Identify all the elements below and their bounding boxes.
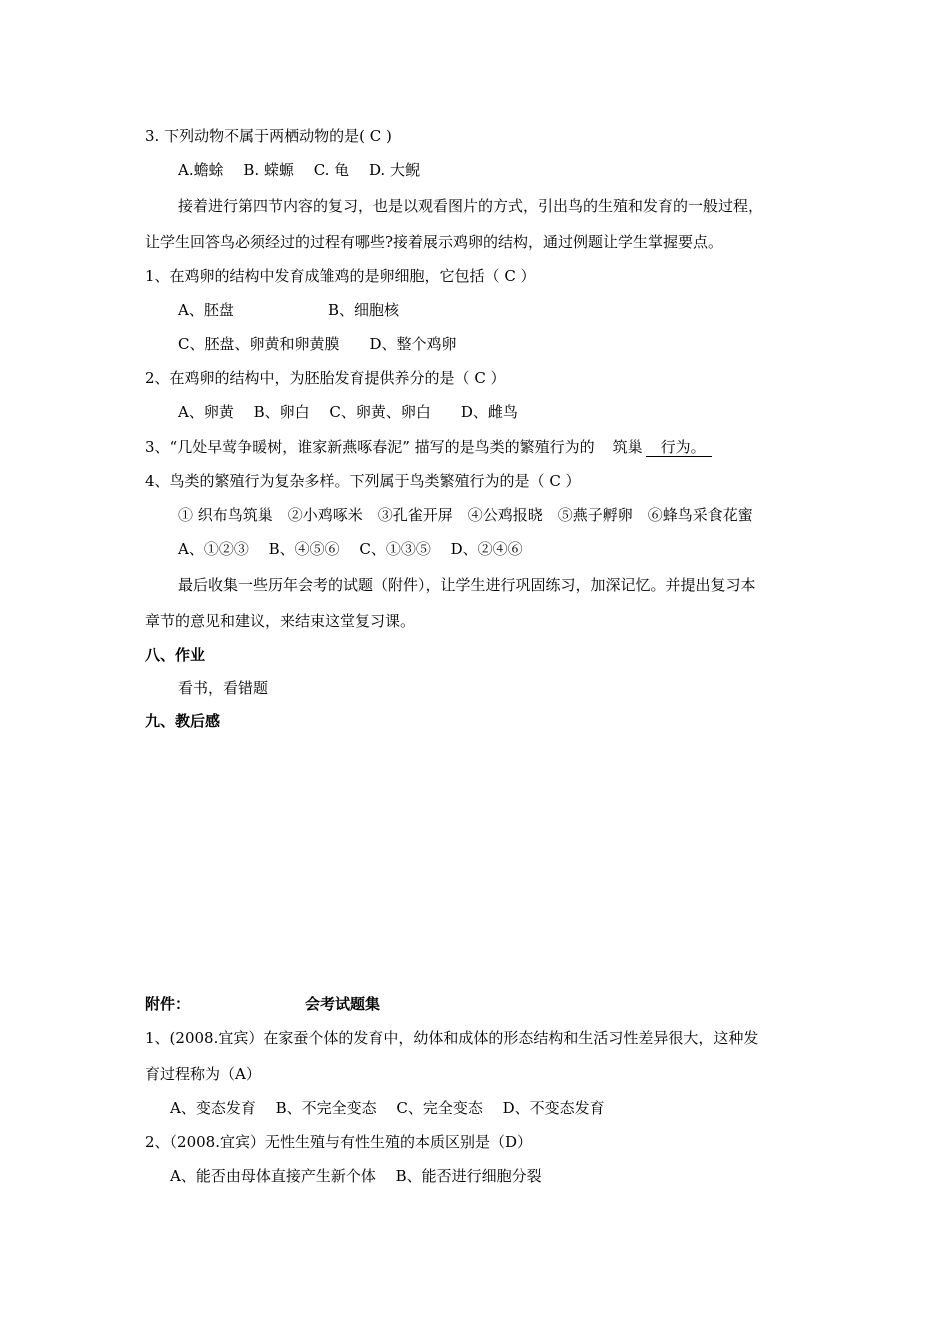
paragraph-closing-line-1: 最后收集一些历年会考的试题（附件），让学生进行巩固练习，加深记忆。并提出复习本 <box>178 576 756 594</box>
paragraph-closing-line-2: 章节的意见和建议，来结束这堂复习课。 <box>145 612 416 630</box>
section-8-body: 看书，看错题 <box>178 679 269 697</box>
example-4-title: 4、鸟类的繁殖行为复杂多样。下列属于鸟类繁殖行为的是（ C ） <box>145 472 581 490</box>
paragraph-review-line-1: 接着进行第四节内容的复习，也是以观看图片的方式，引出鸟的生殖和发育的一般过程， <box>178 197 764 215</box>
example-2-options: A、卵黄 B、卵白 C、卵黄、卵白 D、雌鸟 <box>178 403 518 421</box>
example-1-options-cd: C、胚盘、卵黄和卵黄膜 D、整个鸡卵 <box>178 335 457 353</box>
attachment-question-2-title: 2、（2008.宜宾）无性生殖与有性生殖的本质区别是（D） <box>145 1133 533 1151</box>
example-3-answer: 筑巢 <box>612 438 643 456</box>
answer-underline <box>646 456 712 457</box>
example-1-option-b: B、细胞核 <box>328 301 400 319</box>
section-8-heading: 八、作业 <box>145 646 206 664</box>
example-1-option-a: A、胚盘 <box>178 301 234 319</box>
attachment-question-1-line-2: 育过程称为（A） <box>145 1065 261 1083</box>
section-9-heading: 九、教后感 <box>145 712 221 730</box>
question-3-title: 3. 下列动物不属于两栖动物的是( C ) <box>145 127 392 145</box>
example-1-title: 1、在鸡卵的结构中发育成雏鸡的是卵细胞，它包括（ C ） <box>145 267 536 285</box>
question-3-options: A.蟾蜍 B. 蝾螈 C. 龟 D. 大鲵 <box>178 161 420 179</box>
example-2-title: 2、在鸡卵的结构中，为胚胎发育提供养分的是（ C ） <box>145 369 506 387</box>
attachment-title: 会考试题集 <box>305 995 381 1013</box>
paragraph-review-line-2: 让学生回答鸟必须经过的过程有哪些?接着展示鸡卵的结构，通过例题让学生掌握要点。 <box>145 233 724 251</box>
example-3-question <box>145 437 706 457</box>
attachment-question-1-line-1: 1、(2008.宜宾）在家蚕个体的发育中，幼体和成体的形态结构和生活习性差异很大，这种发 <box>145 1029 759 1047</box>
example-3-text-before: 3、“几处早莺争暖树，谁家新燕啄春泥” 描写的是鸟类的繁殖行为的 <box>145 438 595 456</box>
example-4-options: A、①②③ B、④⑤⑥ C、①③⑤ D、②④⑥ <box>178 540 523 558</box>
example-3-text-after: 行为。 <box>660 438 706 456</box>
example-4-items: ① 织布鸟筑巢 ②小鸡啄米 ③孔雀开屏 ④公鸡报晓 ⑤燕子孵卵 ⑥蜂鸟采食花蜜 <box>178 506 753 524</box>
attachment-question-1-options: A、变态发育 B、不完全变态 C、完全变态 D、不变态发育 <box>170 1099 605 1117</box>
attachment-question-2-options: A、能否由母体直接产生新个体 B、能否进行细胞分裂 <box>170 1167 542 1185</box>
attachment-label: 附件： <box>145 995 191 1013</box>
